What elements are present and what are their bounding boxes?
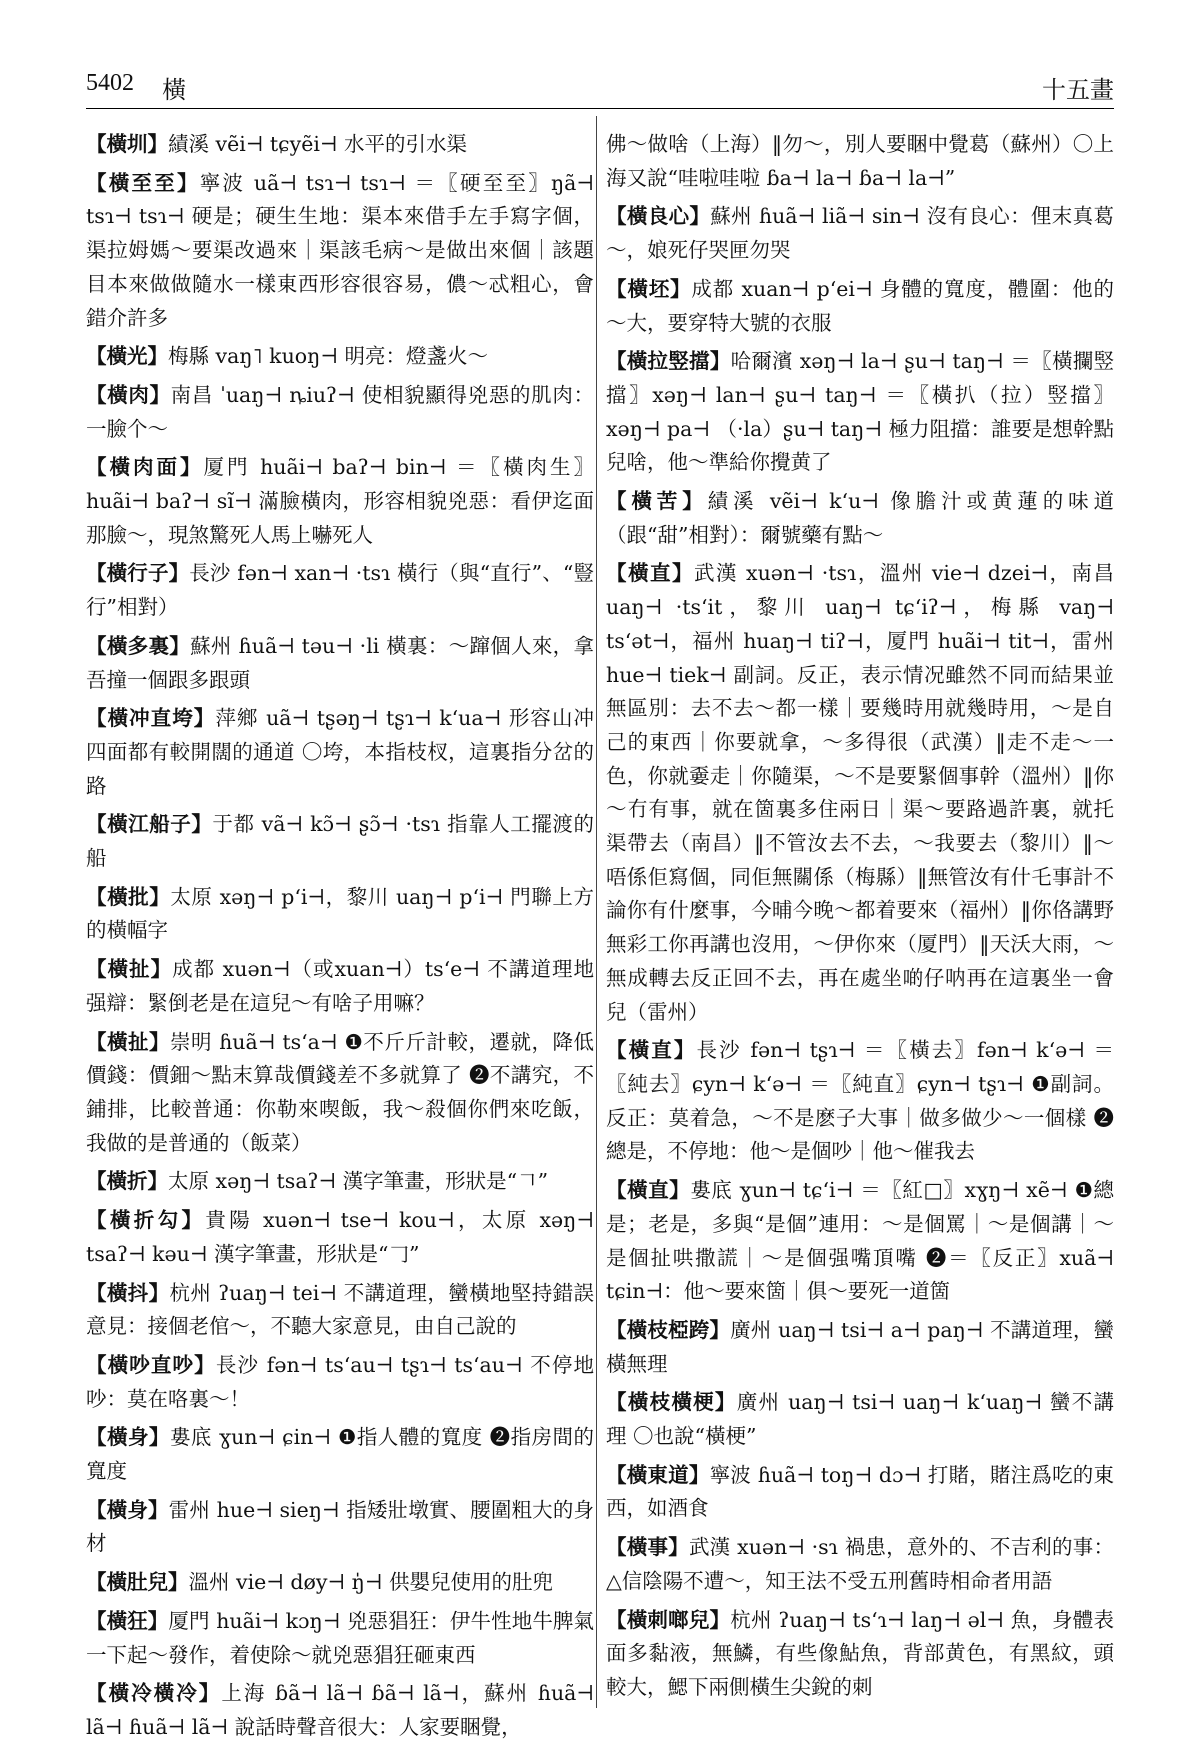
entry-headword: 【橫冲直垮】 bbox=[86, 706, 216, 731]
entry-definition: 于都 vã⊣ kɔ̃⊣ ʂɔ̃⊣ ·tsɿ 指靠人工擺渡的船 bbox=[86, 812, 594, 871]
entry-headword: 【橫江船子】 bbox=[86, 812, 213, 837]
dictionary-entry bbox=[86, 128, 594, 162]
entry-definition: 績溪 vẽi⊣ tɕyẽi⊣ 水平的引水渠 bbox=[168, 132, 468, 156]
entry-definition: 蘇州 ɦuã⊣ təu⊣ ·li 橫裏：～蹿個人來，拿吾撞一個跟多跟頭 bbox=[86, 633, 595, 692]
entry-definition: 萍鄉 uã⊣ tʂəŋ⊣ tʂɿ⊣ kʻua⊣ 形容山冲四面都有較開闊的通道 〇垮，本指枝杈，這裏指分岔的路 bbox=[86, 706, 594, 798]
entry-definition: 長沙 fən⊣ tsʻau⊣ tʂɿ⊣ tsʻau⊣ 不停地吵：莫在咯裏～！ bbox=[86, 1352, 595, 1411]
entry-headword: 【橫扯】 bbox=[86, 1029, 171, 1054]
entry-definition: 成都 xuan⊣ pʻei⊣ 身體的寬度，體圍：他的～大，要穿特大號的衣服 bbox=[606, 276, 1114, 335]
entry-headword: 【橫圳】 bbox=[86, 132, 168, 156]
header-character: 橫 bbox=[162, 76, 186, 104]
entry-headword: 【橫狂】 bbox=[86, 1608, 169, 1633]
entry-headword: 【橫多裏】 bbox=[86, 633, 191, 658]
dictionary-entry bbox=[86, 557, 594, 624]
dictionary-entry bbox=[86, 451, 594, 552]
dictionary-entry bbox=[86, 1026, 594, 1161]
page-number: 5402 bbox=[86, 70, 134, 96]
dictionary-entry bbox=[606, 1034, 1114, 1169]
entry-definition: 哈爾濱 xəŋ⊣ la⊣ ʂu⊣ taŋ⊣ ＝〖橫攔竪擋〗xəŋ⊣ lan⊣ ʂu⊣ taŋ⊣ ＝〖橫扒（拉）竪擋〗xəŋ⊣ pa⊣ （·la）ʂu⊣ taŋ⊣ 極力阻擋：誰要是想幹點兒啥，他～準給你攪黄了 bbox=[606, 349, 1115, 475]
dictionary-entry bbox=[86, 1277, 594, 1344]
dictionary-entry bbox=[606, 1386, 1114, 1453]
dictionary-entry bbox=[86, 1421, 594, 1488]
entry-headword: 【橫肉】 bbox=[86, 382, 171, 407]
entry-headword: 【橫光】 bbox=[86, 344, 168, 369]
entry-headword: 【橫東道】 bbox=[606, 1462, 710, 1487]
entry-headword: 【橫冷橫冷】 bbox=[86, 1681, 222, 1706]
right-column bbox=[606, 128, 1114, 1708]
dictionary-entry bbox=[606, 128, 1114, 195]
page-header bbox=[86, 70, 1114, 110]
dictionary-entry bbox=[86, 702, 594, 803]
entry-headword: 【橫刺啷兒】 bbox=[606, 1607, 731, 1632]
dictionary-entry bbox=[606, 200, 1114, 267]
entry-headword: 【橫肉面】 bbox=[86, 455, 204, 480]
entry-headword: 【橫枝橫梗】 bbox=[606, 1390, 737, 1415]
dictionary-entry bbox=[86, 1605, 594, 1672]
dictionary-entry bbox=[86, 340, 594, 374]
entry-definition: 成都 xuən⊣（或xuan⊣）tsʻe⊣ 不講道理地强辯：緊倒老是在這兒～有啥子用嘛？ bbox=[86, 957, 595, 1015]
entry-definition: 蘇州 ɦuã⊣ liã⊣ sin⊣ 沒有良心：俚末真葛～，娘死仔哭匣勿哭 bbox=[606, 204, 1114, 263]
entry-headword: 【橫折】 bbox=[86, 1169, 168, 1194]
entry-definition: 溫州 vie⊣ døy⊣ ŋ̍⊣ 供嬰兒使用的肚兜 bbox=[188, 1570, 553, 1595]
entry-headword: 【橫抖】 bbox=[86, 1280, 170, 1305]
entry-definition: 上海 ɓã⊣ lã⊣ ɓã⊣ lã⊣，蘇州 ɦuã⊣ lã⊣ ɦuã⊣ lã⊣ 說話時聲音很大：人家要睏覺， bbox=[86, 1681, 595, 1739]
entry-definition: 武漢 xuən⊣ ·sɿ 禍患，意外的、不吉利的事：△信陰陽不遭～，知王法不受五刑舊時相命者用語 bbox=[606, 1535, 1114, 1593]
entry-headword: 【橫扯】 bbox=[86, 957, 173, 982]
entry-headword: 【橫吵直吵】 bbox=[86, 1352, 216, 1377]
section-label: 十五畫 bbox=[1042, 76, 1114, 104]
dictionary-entry bbox=[86, 167, 594, 336]
entry-headword: 【橫身】 bbox=[86, 1425, 170, 1450]
entry-definition: 梅縣 vaŋ˥ kuoŋ⊣ 明亮：燈盞火～ bbox=[168, 344, 488, 369]
dictionary-entry bbox=[606, 273, 1114, 340]
header-rule bbox=[86, 108, 1114, 109]
entry-definition: 佛～做啥（上海）‖勿～，別人要睏中覺葛（蘇州）〇上海又說“哇啦哇啦 ɓa⊣ la⊣ ɓa⊣ la⊣” bbox=[606, 132, 1114, 190]
dictionary-entry bbox=[86, 1494, 594, 1561]
entry-headword: 【橫事】 bbox=[606, 1535, 689, 1560]
entry-headword: 【橫直】 bbox=[606, 1178, 691, 1203]
dictionary-entry bbox=[86, 1566, 594, 1600]
dictionary-entry bbox=[606, 557, 1114, 1029]
entry-headword: 【橫身】 bbox=[86, 1497, 169, 1522]
entry-headword: 【橫枝椏跨】 bbox=[606, 1317, 731, 1342]
entry-definition: 南昌 ˈuaŋ⊣ ȵiuʔ⊣ 使相貌顯得兇惡的肌肉：一臉个～ bbox=[86, 382, 595, 441]
entry-definition: 太原 xəŋ⊣ pʻi⊣，黎川 uaŋ⊣ pʻi⊣ 門聯上方的橫幅字 bbox=[86, 884, 595, 943]
dictionary-entry bbox=[606, 1604, 1114, 1705]
entry-definition: 雷州 hue⊣ sieŋ⊣ 指矮壯墩實、腰圍粗大的身材 bbox=[86, 1497, 594, 1556]
dictionary-entry bbox=[86, 630, 594, 697]
dictionary-entry bbox=[606, 485, 1114, 552]
entry-headword: 【橫折勾】 bbox=[86, 1208, 206, 1233]
entry-definition: 婁底 ɣun⊣ ɕin⊣ ❶指人體的寬度 ❷指房間的寬度 bbox=[86, 1425, 594, 1484]
entry-headword: 【橫肚兒】 bbox=[86, 1570, 189, 1595]
entry-definition: 長沙 fən⊣ xan⊣ ·tsɿ 橫行（與“直行”、“豎行”相對） bbox=[86, 561, 594, 620]
entry-definition: 厦門 huãi⊣ kɔŋ⊣ 兇惡猖狂：伊牛性地牛脾氣一下起～發作，着使除～就兇惡猖狂砸東西 bbox=[86, 1608, 595, 1667]
entry-definition: 廣州 uaŋ⊣ tsi⊣ uaŋ⊣ kʻuaŋ⊣ 蠻不講理 〇也說“橫梗” bbox=[606, 1390, 1115, 1449]
entry-definition: 貴陽 xuən⊣ tse⊣ kou⊣，太原 xəŋ⊣ tsaʔ⊣ kəu⊣ 漢字筆畫，形狀是“𠃌” bbox=[86, 1208, 594, 1266]
entry-definition: 寧波 ɦuã⊣ toŋ⊣ dɔ⊣ 打賭，賭注爲吃的東西，如酒食 bbox=[606, 1462, 1114, 1521]
dictionary-entry bbox=[86, 808, 594, 875]
dictionary-entry bbox=[86, 379, 594, 446]
dictionary-entry bbox=[606, 1531, 1114, 1598]
entry-definition: 崇明 ɦuã⊣ tsʻa⊣ ❶不斤斤計較，遷就，降低價錢：價鈿～點末算哉價錢差不多就算了 ❷不講究，不鋪排，比較普通：你勒來喫飯，我～殺個你們來吃飯，我做的是普通的（飯菜） bbox=[86, 1029, 595, 1155]
entry-definition: 績溪 vẽi⊣ kʻu⊣ 像膽汁或黄蓮的味道（跟“甜”相對）：爾號藥有點～ bbox=[606, 489, 1115, 547]
entry-headword: 【橫苦】 bbox=[606, 489, 708, 514]
dictionary-entry bbox=[606, 345, 1114, 480]
entry-headword: 【橫拉竪擋】 bbox=[606, 349, 731, 374]
entry-headword: 【橫坯】 bbox=[606, 276, 692, 301]
dictionary-entry bbox=[86, 1349, 594, 1416]
dictionary-entry bbox=[606, 1174, 1114, 1309]
entry-definition: 廣州 uaŋ⊣ tsi⊣ a⊣ paŋ⊣ 不講道理，蠻橫無理 bbox=[606, 1317, 1114, 1376]
dictionary-entry bbox=[86, 1204, 594, 1271]
entry-definition: 太原 xəŋ⊣ tsaʔ⊣ 漢字筆畫，形狀是“𠃍” bbox=[168, 1169, 549, 1194]
dictionary-entry bbox=[86, 1677, 594, 1744]
entry-definition: 杭州 ʔuaŋ⊣ tsʻɿ⊣ laŋ⊣ əl⊣ 魚，身體表面多黏液，無鱗，有些像鮎魚，背部黄色，有黑紋，頭較大，鰓下兩側橫生尖銳的刺 bbox=[606, 1607, 1115, 1699]
entry-definition: 杭州 ʔuaŋ⊣ tei⊣ 不講道理，蠻橫地堅持錯誤意見：接個老倌～，不聽大家意見，由自己說的 bbox=[86, 1280, 594, 1339]
entry-definition: 長沙 fən⊣ tʂɿ⊣ ＝〖橫去〗fən⊣ kʻə⊣ ＝〖純去〗ɕyn⊣ kʻə⊣ ＝〖純直〗ɕyn⊣ tʂɿ⊣ ❶副詞。反正：莫着急，～不是麽子大事｜做多做少～一個樣 ❷總是，不停地：他～是個吵｜他～催我去 bbox=[606, 1038, 1115, 1164]
left-column bbox=[86, 128, 595, 1739]
entry-definition: 武漢 xuən⊣ ·tsɿ，溫州 vie⊣ dzei⊣，南昌 uaŋ⊣ ·tsʻit，黎川 uaŋ⊣ tɕʻiʔ⊣，梅縣 vaŋ⊣ tsʻət⊣，福州 huaŋ⊣ tiʔ⊣，厦門 huãi⊣ tit⊣，雷州 hue⊣ tiek⊣ 副詞。反正，表示情况雖然不同而結果並無區別：去不去～都一樣｜要幾時用就幾時用，～是自己的東西｜你要就拿，～多得很（武漢）‖走不走～一色，你就嫑走｜你隨渠，～不是要緊個事幹（溫州）‖你～冇有事，就在箇裏多住兩日｜渠～要路過許裏，就托渠帶去（南昌）‖不管汝去不去，～我要去（黎川）‖～唔係佢寫個，同佢無關係（梅縣）‖無管汝有什乇事計不論你有什麼事，今晡今晚～都着要來（福州）‖你佫講野無彩工你再講也沒用，～伊你來（厦門）‖天沃大雨，～無成轉去反正回不去，再在處坐啲仔呐再在這裏坐一會兒（雷州） bbox=[606, 561, 1115, 1024]
dictionary-entry bbox=[86, 1165, 594, 1199]
column-divider bbox=[596, 116, 597, 1708]
dictionary-entry bbox=[86, 953, 594, 1020]
entry-headword: 【橫行子】 bbox=[86, 561, 190, 586]
entry-headword: 【橫直】 bbox=[606, 561, 695, 586]
entry-definition: 寧波 uã⊣ tsɿ⊣ tsɿ⊣ ＝〖硬至至〗ŋã⊣ tsɿ⊣ tsɿ⊣ 硬是；硬生生地：渠本來借手左手寫字個，渠拉姆媽～要渠改過來｜渠該毛病～是做出來個｜該題目本來做做隨水一樣東西形容很容易，儂～忒粗心，會錯介許多 bbox=[86, 170, 595, 330]
dictionary-entry bbox=[86, 881, 594, 948]
entry-definition: 婁底 ɣun⊣ tɕʻi⊣ ＝〖紅□〗xɣŋ⊣ xẽ⊣ ❶總是；老是，多與“是個”連用：～是個罵｜～是個講｜～是個扯哄撒謊｜～是個强嘴頂嘴 ❷＝〖反正〗xuã⊣ tɕin⊣：他～要來箇｜俱～要死一道箇 bbox=[606, 1178, 1115, 1304]
dictionary-entry bbox=[606, 1459, 1114, 1526]
dictionary-entry bbox=[606, 1314, 1114, 1381]
entry-headword: 【橫良心】 bbox=[606, 204, 711, 229]
entry-definition: 厦門 huãi⊣ baʔ⊣ bin⊣ ＝〖橫肉生〗huãi⊣ baʔ⊣ sĩ⊣ 滿臉橫肉，形容相貌兇惡：看伊迄面那臉～，現煞驚死人馬上嚇死人 bbox=[86, 455, 594, 547]
entry-headword: 【橫直】 bbox=[606, 1038, 697, 1063]
entry-headword: 【橫批】 bbox=[86, 884, 171, 909]
entry-headword: 【橫至至】 bbox=[86, 170, 200, 195]
